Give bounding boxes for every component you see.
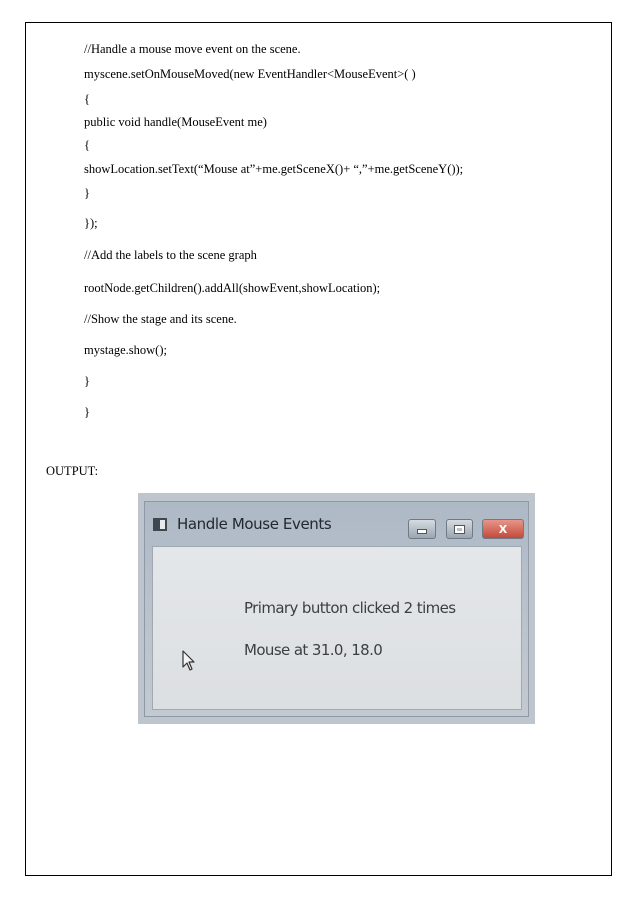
event-label: Primary button clicked 2 times	[244, 599, 456, 617]
minimize-icon	[417, 529, 427, 534]
maximize-button[interactable]	[446, 519, 473, 539]
code-line: }	[84, 186, 90, 200]
close-icon: X	[498, 522, 508, 536]
app-window-icon	[153, 518, 167, 531]
output-screenshot	[138, 493, 535, 724]
code-line: }	[84, 374, 90, 388]
mouse-pointer-icon	[182, 650, 196, 672]
code-line: }	[84, 405, 90, 419]
code-line: //Handle a mouse move event on the scene.	[84, 42, 301, 56]
page-border	[25, 22, 612, 876]
code-line: });	[84, 216, 98, 230]
code-line: {	[84, 138, 90, 152]
code-line: {	[84, 92, 90, 106]
minimize-button[interactable]	[408, 519, 436, 539]
code-line: mystage.show();	[84, 343, 167, 357]
code-line: myscene.setOnMouseMoved(new EventHandler<MouseEvent>( )	[84, 67, 416, 81]
maximize-icon	[455, 526, 464, 533]
code-line: //Show the stage and its scene.	[84, 312, 237, 326]
code-line: //Add the labels to the scene graph	[84, 248, 257, 262]
code-line: rootNode.getChildren().addAll(showEvent,showLocation);	[84, 281, 381, 295]
close-button[interactable]	[482, 519, 524, 539]
window-client-area	[152, 546, 522, 710]
app-window	[144, 501, 529, 717]
location-label: Mouse at 31.0, 18.0	[244, 641, 383, 659]
code-line: public void handle(MouseEvent me)	[84, 115, 267, 129]
output-label: OUTPUT:	[46, 464, 99, 478]
code-line: showLocation.setText(“Mouse at”+me.getSceneX()+ “,”+me.getSceneY());	[84, 162, 464, 176]
window-titlebar	[145, 502, 528, 546]
window-title: Handle Mouse Events	[177, 515, 332, 533]
